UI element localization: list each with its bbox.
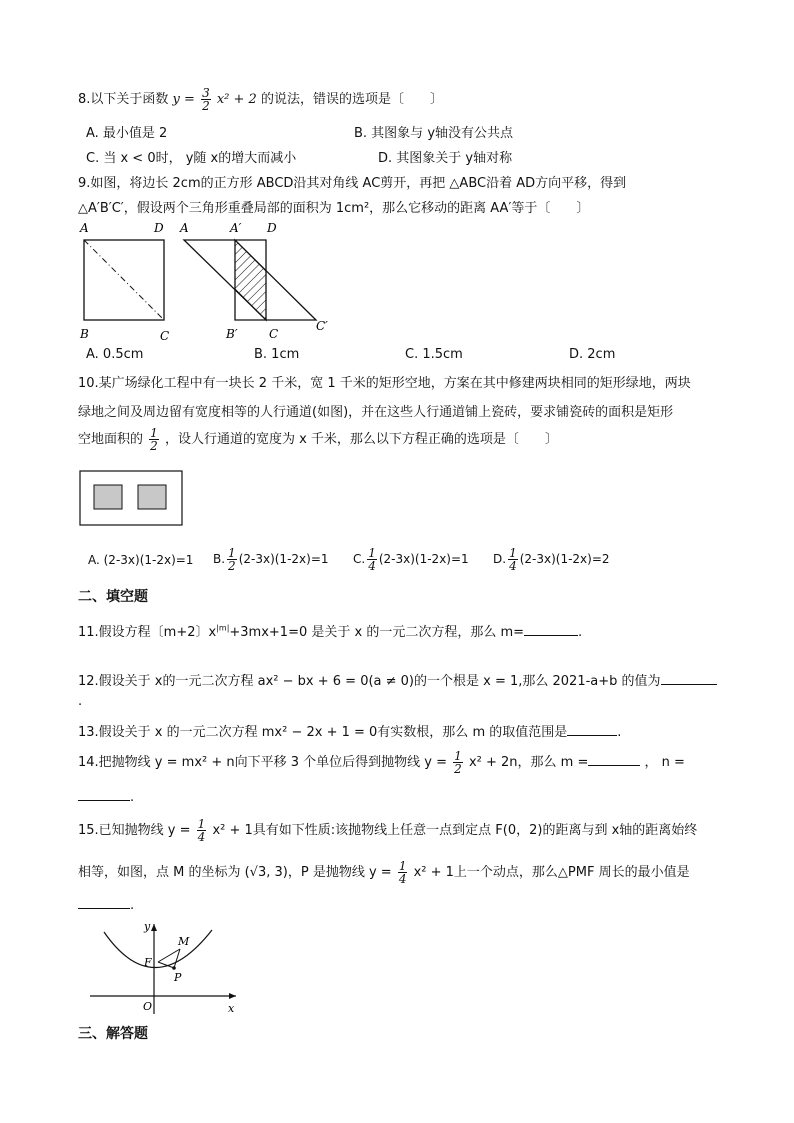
- label-a: A: [80, 221, 89, 235]
- q10-option-a: A. (2-3x)(1-2x)=1: [88, 553, 194, 567]
- label-a-prime: A′: [230, 221, 242, 235]
- label-a2: A: [180, 221, 189, 235]
- q8-option-a: A. 最小值是 2: [86, 126, 168, 141]
- q9-option-b: B. 1cm: [254, 347, 300, 362]
- q14-m-blank[interactable]: [588, 765, 640, 766]
- q13: 13.假设关于 x 的一元二次方程 mx² − 2x + 1 = 0有实数根，那么 m 的取值范围是 .: [78, 725, 622, 740]
- label-b: B: [80, 327, 89, 341]
- q15-figure: [86, 918, 246, 1018]
- q14: 14.把抛物线 y = mx² + n向下平移 3 个单位后得到抛物线 y = $\frac{1}{2}$ x² + 2n，那么 m = ， n =: [78, 749, 685, 776]
- q8-fraction: $\frac{3}{2}$: [202, 86, 210, 113]
- q10-line3: 空地面积的 $\frac{1}{2}$ ，设人行通道的宽度为 x 千米，那么以下方程正确的选项是〔 〕: [78, 426, 558, 453]
- green-plot-right: [138, 485, 166, 509]
- q14-fraction: $\frac{1}{2}$: [454, 749, 462, 776]
- overlap-region: [235, 240, 266, 320]
- section-heading-fill-blank: 二、填空题: [78, 589, 148, 605]
- label-c: C: [160, 329, 170, 343]
- q15-end-line: .: [78, 898, 134, 913]
- q12: 12.假设关于 x的一元二次方程 ax² − bx + 6 = 0(a ≠ 0)的一个根是 x = 1,那么 2021-a+b 的值为: [78, 670, 717, 689]
- label-f: F: [144, 956, 152, 969]
- q10-line2: 绿地之间及周边留有宽度相等的人行通道(如图)，并在这些人行通道铺上瓷砖，要求铺瓷砖的面积是矩形: [78, 405, 674, 420]
- label-x: x: [228, 1002, 235, 1015]
- q10-option-d: D. $\frac{1}{4}$ (2-3x)(1-2x)=2: [493, 546, 610, 573]
- green-plot-left: [94, 485, 122, 509]
- q13-answer-blank[interactable]: [567, 735, 617, 736]
- q8-option-b: B. 其图象与 y轴没有公共点: [354, 126, 514, 141]
- q14-n-line: .: [78, 790, 134, 805]
- q8-option-d: D. 其图象关于 y轴对称: [378, 151, 513, 166]
- q11: 11.假设方程〔m+2〕$x^{|m|}+3mx+1=0$ 是关于 x 的一元二次方程，那么 m= .: [78, 623, 583, 640]
- diagonal-ac: [84, 240, 164, 320]
- q10-figure: [79, 470, 183, 526]
- q9-option-c: C. 1.5cm: [405, 347, 463, 362]
- q12-answer-blank[interactable]: [661, 684, 717, 685]
- label-b-prime: B′: [226, 327, 238, 341]
- q12-end: .: [78, 694, 83, 709]
- q9-option-a: A. 0.5cm: [86, 347, 144, 362]
- label-y: y: [144, 920, 151, 933]
- q9-figure: [76, 218, 346, 344]
- q9-line2: △A′B′C′，假设两个三角形重叠局部的面积为 1cm²，那么它移动的距离 AA′等于〔 〕: [78, 201, 590, 216]
- label-o: O: [143, 1000, 153, 1013]
- label-d: D: [154, 221, 164, 235]
- q9-option-d: D. 2cm: [569, 347, 616, 362]
- q10-option-b: B. $\frac{1}{2}$ (2-3x)(1-2x)=1: [213, 546, 329, 573]
- q14-n-blank[interactable]: [78, 800, 130, 801]
- q10-line1: 10.某广场绿化工程中有一块长 2 千米，宽 1 千米的矩形空地，方案在其中修建两块相同的矩形绿地，两块: [78, 376, 691, 391]
- label-c-prime: C′: [316, 319, 328, 333]
- section-heading-solve: 三、解答题: [78, 1026, 148, 1042]
- label-p: P: [174, 971, 182, 984]
- q15-line2: 相等，如图，点 M 的坐标为 (√3, 3)，P 是抛物线 y = $\frac{1}{4}$ x² + 1上一个动点，那么△PMF 周长的最小值是: [78, 859, 690, 886]
- q9-line1: 9.如图，将边长 2cm的正方形 ABCD沿其对角线 AC剪开，再把 △ABC沿着 AD方向平移，得到: [78, 176, 627, 191]
- label-c2: C: [269, 327, 279, 341]
- q8-stem: 8.以下关于函数 y = $\frac{3}{2}$ x² + 2 的说法，错误的选项是〔 〕: [78, 86, 443, 113]
- q8-option-c: C. 当 x < 0时， y随 x的增大而减小: [86, 151, 297, 166]
- q15-line1: 15.已知抛物线 y = $\frac{1}{4}$ x² + 1具有如下性质:该抛物线上任意一点到定点 F(0，2)的距离与到 x轴的距离始终: [78, 817, 698, 844]
- q10-fraction: $\frac{1}{2}$: [150, 426, 158, 453]
- label-m: M: [178, 935, 190, 948]
- label-d2: D: [267, 221, 277, 235]
- q11-answer-blank[interactable]: [524, 635, 578, 636]
- q10-option-c: C. $\frac{1}{4}$ (2-3x)(1-2x)=1: [353, 546, 469, 573]
- q15-answer-blank[interactable]: [78, 908, 130, 909]
